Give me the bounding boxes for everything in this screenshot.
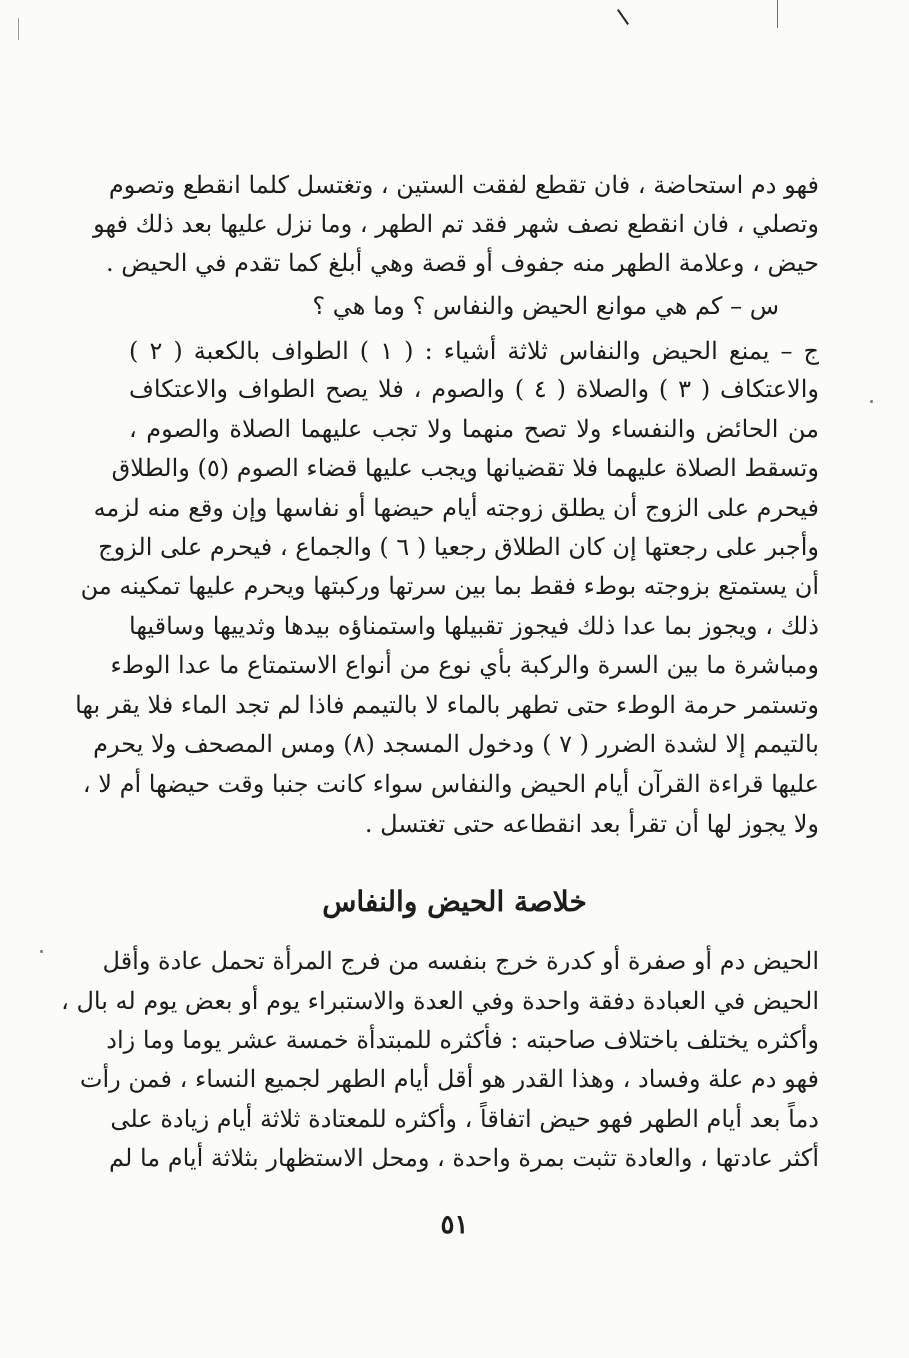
- text-line: بالتيمم إلا لشدة الضرر ( ٧ ) ودخول المسجد (٨) ومس المصحف ولا يحرم: [93, 730, 819, 758]
- scan-mark: [617, 9, 629, 25]
- text-line: ذلك ، ويجوز بما عدا ذلك فيجوز تقبيلها واستمناؤه بيدها وثدييها وساقيها: [129, 612, 819, 640]
- text-line: دماً بعد أيام الطهر فهو حيض اتفاقاً ، وأكثره للمعتادة ثلاثة أيام زيادة على: [110, 1105, 819, 1133]
- text-line: وتصلي ، فان انقطع نصف شهر فقد تم الطهر ، وما نزل عليها بعد ذلك فهو: [93, 210, 819, 238]
- text-line: من الحائض والنفساء ولا تصح منهما ولا تجب عليهما الصلاة والصوم ،: [129, 415, 820, 443]
- text-line: والاعتكاف ( ٣ ) والصلاة ( ٤ ) والصوم ، فلا يصح الطواف والاعتكاف: [129, 375, 819, 403]
- text-line: وتستمر حرمة الوطء حتى تطهر بالماء لا بالتيمم فاذا لم تجد الماء فلا يقر بها: [75, 691, 819, 719]
- question-line: س – كم هي موانع الحيض والنفاس ؟ وما هي ؟: [312, 292, 779, 320]
- text-line: فهو دم علة وفساد ، وهذا القدر هو أقل أيام الطهر لجميع النساء ، فمن رأت: [79, 1065, 819, 1093]
- text-line: فهو دم استحاضة ، فان تقطع لفقت الستين ، وتغتسل كلما انقطع وتصوم: [108, 171, 819, 199]
- text-line: ولا يجوز لها أن تقرأ بعد انقطاعه حتى تغتسل .: [364, 810, 819, 838]
- text-line: ومباشرة ما بين السرة والركبة بأي نوع من أنواع الاستمتاع ما عدا الوطء: [110, 651, 819, 679]
- text-line: الحيض دم أو صفرة أو كدرة خرج بنفسه من فرج المرأة تحمل عادة وأقل: [102, 947, 819, 975]
- text-line: وتسقط الصلاة عليهما فلا تقضيانها ويجب عليها قضاء الصوم (٥) والطلاق: [111, 454, 819, 482]
- scan-mark: [18, 18, 19, 40]
- scan-speck: [40, 950, 43, 953]
- text-line: ج – يمنع الحيض والنفاس ثلاثة أشياء : ( ١ ) الطواف بالكعبة ( ٢ ): [129, 337, 820, 365]
- text-line: حيض ، وعلامة الطهر منه جفوف أو قصة وهي أبلغ كما تقدم في الحيض .: [105, 249, 819, 277]
- text-line: أن يستمتع بزوجته بوطء فقط بما بين سرتها وركبتها ويحرم عليها تمكينه من: [80, 572, 819, 600]
- text-line: وأجبر على رجعتها إن كان الطلاق رجعيا ( ٦ ) والجماع ، فيحرم على الزوج: [98, 533, 819, 561]
- section-heading: خلاصة الحيض والنفاس: [322, 885, 587, 918]
- text-line: فيحرم على الزوج أن يطلق زوجته أيام حيضها أو نفاسها وإن وقع منه لزمه: [93, 494, 819, 522]
- text-line: أكثر عادتها ، والعادة تثبت بمرة واحدة ، ومحل الاستظهار بثلاثة أيام ما لم: [109, 1144, 819, 1172]
- scan-speck: [870, 400, 873, 403]
- text-line: الحيض في العبادة دفقة واحدة وفي العدة والاستبراء يوم أو بعض يوم له بال ،: [61, 987, 819, 1015]
- text-line: وأكثره يختلف باختلاف صاحبته : فأكثره للمبتدأة خمسة عشر يوما وما زاد: [106, 1026, 819, 1054]
- text-line: عليها قراءة القرآن أيام الحيض والنفاس سواء كانت جنبا وقت حيضها أم لا ،: [82, 770, 819, 798]
- page-number: ٥١: [440, 1210, 469, 1240]
- scan-mark: [777, 0, 778, 28]
